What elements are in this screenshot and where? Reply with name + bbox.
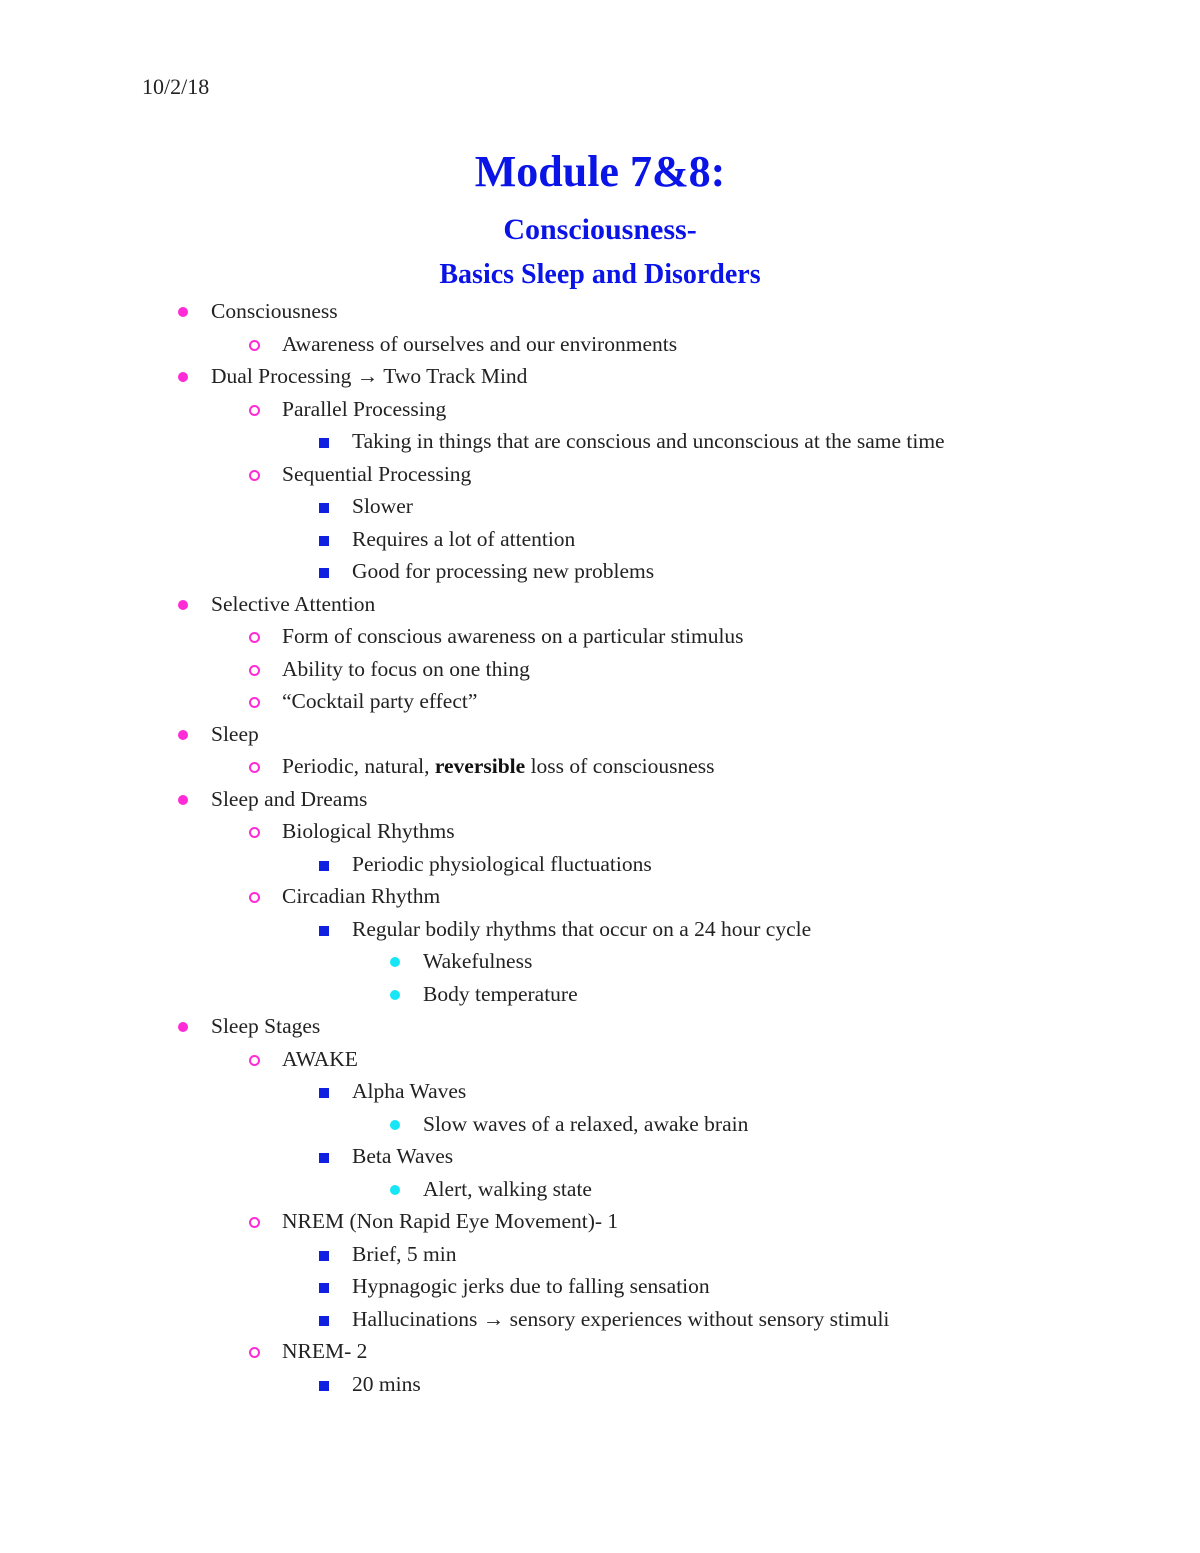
outline-item-text: Circadian Rhythm bbox=[282, 884, 441, 908]
square-bullet-icon bbox=[319, 1251, 329, 1261]
filled-dot-bullet-icon bbox=[178, 600, 188, 610]
notes-outline bbox=[0, 295, 1200, 1400]
outline-text-part: Periodic, natural, bbox=[282, 754, 435, 778]
square-bullet-icon bbox=[319, 1316, 329, 1326]
outline-item-text: Requires a lot of attention bbox=[352, 526, 576, 551]
hollow-circle-bullet-icon bbox=[249, 1347, 260, 1358]
outline-item-text: Slow waves of a relaxed, awake brain bbox=[423, 1111, 749, 1136]
outline-item-text: Sleep and Dreams bbox=[211, 786, 368, 811]
outline-item-text: NREM- 2 bbox=[282, 1339, 368, 1363]
square-bullet-icon bbox=[319, 503, 329, 513]
outline-item bbox=[0, 360, 1200, 393]
outline-item bbox=[0, 1303, 1200, 1336]
outline-item-text: Beta Waves bbox=[352, 1144, 454, 1168]
outline-item bbox=[0, 815, 1200, 848]
document-subheading: Basics Sleep and Disorders bbox=[439, 259, 761, 290]
outline-item-text: Hallucinations → sensory experiences without sensory stimuli bbox=[352, 1306, 890, 1331]
outline-item-text bbox=[282, 750, 715, 783]
outline-item-text: Alpha Waves bbox=[352, 1079, 467, 1103]
outline-item bbox=[0, 783, 1200, 816]
filled-dot-bullet-icon bbox=[178, 1022, 188, 1032]
outline-item-text: Dual Processing → Two Track Mind bbox=[211, 364, 528, 388]
outline-item bbox=[0, 1043, 1200, 1076]
square-bullet-icon bbox=[319, 438, 329, 448]
square-bullet-icon bbox=[319, 1088, 329, 1098]
outline-item-text: Ability to focus on one thing bbox=[282, 656, 530, 681]
outline-item bbox=[0, 1335, 1200, 1368]
hollow-circle-bullet-icon bbox=[249, 697, 260, 708]
outline-item-text: Hypnagogic jerks due to falling sensation bbox=[352, 1274, 710, 1298]
outline-item bbox=[0, 978, 1200, 1011]
cyan-dot-bullet-icon bbox=[390, 957, 400, 967]
outline-item bbox=[0, 1238, 1200, 1271]
outline-item bbox=[0, 1075, 1200, 1108]
outline-item bbox=[0, 1205, 1200, 1238]
cyan-dot-bullet-icon bbox=[390, 1120, 400, 1130]
square-bullet-icon bbox=[319, 1381, 329, 1391]
cyan-dot-bullet-icon bbox=[390, 1185, 400, 1195]
outline-item-text: Alert, walking state bbox=[423, 1176, 592, 1201]
outline-item bbox=[0, 1108, 1200, 1141]
hollow-circle-bullet-icon bbox=[249, 665, 260, 676]
filled-dot-bullet-icon bbox=[178, 730, 188, 740]
document-date: 10/2/18 bbox=[142, 74, 210, 99]
hollow-circle-bullet-icon bbox=[249, 632, 260, 643]
outline-item-text: Wakefulness bbox=[423, 949, 533, 973]
outline-item bbox=[0, 458, 1200, 491]
outline-item-text: Consciousness bbox=[211, 299, 338, 323]
hollow-circle-bullet-icon bbox=[249, 340, 260, 351]
cyan-dot-bullet-icon bbox=[390, 990, 400, 1000]
outline-item-text: Slower bbox=[352, 494, 413, 518]
document-title: Module 7&8: bbox=[474, 147, 726, 196]
outline-item bbox=[0, 945, 1200, 978]
outline-item bbox=[0, 913, 1200, 946]
outline-item-text: Parallel Processing bbox=[282, 396, 447, 421]
hollow-circle-bullet-icon bbox=[249, 1055, 260, 1066]
outline-item-text: Sleep bbox=[211, 721, 259, 746]
outline-item-text: “Cocktail party effect” bbox=[282, 689, 478, 713]
outline-item bbox=[0, 328, 1200, 361]
outline-item bbox=[0, 1140, 1200, 1173]
outline-item bbox=[0, 653, 1200, 686]
outline-item-text: Good for processing new problems bbox=[352, 559, 655, 583]
outline-item bbox=[0, 523, 1200, 556]
outline-item bbox=[0, 555, 1200, 588]
hollow-circle-bullet-icon bbox=[249, 470, 260, 481]
outline-item bbox=[0, 490, 1200, 523]
outline-item bbox=[0, 750, 1200, 783]
outline-item bbox=[0, 848, 1200, 881]
outline-item-text: AWAKE bbox=[282, 1046, 358, 1071]
outline-item-text: Sequential Processing bbox=[282, 461, 472, 486]
outline-item-text: NREM (Non Rapid Eye Movement)- 1 bbox=[282, 1209, 619, 1233]
outline-item-text: Awareness of ourselves and our environments bbox=[282, 331, 678, 356]
outline-item bbox=[0, 1173, 1200, 1206]
hollow-circle-bullet-icon bbox=[249, 892, 260, 903]
outline-item bbox=[0, 1368, 1200, 1401]
filled-dot-bullet-icon bbox=[178, 372, 188, 382]
outline-item-text: Selective Attention bbox=[211, 591, 376, 616]
bold-emphasis: reversible bbox=[434, 754, 526, 778]
hollow-circle-bullet-icon bbox=[249, 1217, 260, 1228]
square-bullet-icon bbox=[319, 926, 329, 936]
outline-item bbox=[0, 880, 1200, 913]
outline-item bbox=[0, 620, 1200, 653]
outline-item bbox=[0, 393, 1200, 426]
outline-item bbox=[0, 588, 1200, 621]
hollow-circle-bullet-icon bbox=[249, 762, 260, 773]
outline-item-text: Periodic physiological fluctuations bbox=[352, 851, 652, 876]
outline-item-text: Brief, 5 min bbox=[352, 1241, 457, 1266]
outline-item bbox=[0, 718, 1200, 751]
square-bullet-icon bbox=[319, 568, 329, 578]
square-bullet-icon bbox=[319, 536, 329, 546]
outline-item-text: Regular bodily rhythms that occur on a 24 hour cycle bbox=[352, 916, 812, 941]
outline-item-text: Body temperature bbox=[423, 981, 578, 1006]
outline-item-text: 20 mins bbox=[352, 1371, 421, 1396]
outline-item bbox=[0, 295, 1200, 328]
outline-item-text: Form of conscious awareness on a particular stimulus bbox=[282, 624, 744, 648]
document-subtitle: Consciousness- bbox=[503, 213, 697, 246]
square-bullet-icon bbox=[319, 1153, 329, 1163]
title-block bbox=[0, 146, 1200, 292]
outline-item-text: Sleep Stages bbox=[211, 1014, 321, 1038]
outline-item-text: Biological Rhythms bbox=[282, 819, 455, 843]
filled-dot-bullet-icon bbox=[178, 795, 188, 805]
outline-item bbox=[0, 1270, 1200, 1303]
hollow-circle-bullet-icon bbox=[249, 827, 260, 838]
outline-text-part: loss of consciousness bbox=[525, 754, 715, 778]
outline-item bbox=[0, 685, 1200, 718]
square-bullet-icon bbox=[319, 861, 329, 871]
square-bullet-icon bbox=[319, 1283, 329, 1293]
outline-item-text: Taking in things that are conscious and unconscious at the same time bbox=[352, 429, 945, 453]
hollow-circle-bullet-icon bbox=[249, 405, 260, 416]
outline-item bbox=[0, 425, 1200, 458]
outline-item bbox=[0, 1010, 1200, 1043]
filled-dot-bullet-icon bbox=[178, 307, 188, 317]
